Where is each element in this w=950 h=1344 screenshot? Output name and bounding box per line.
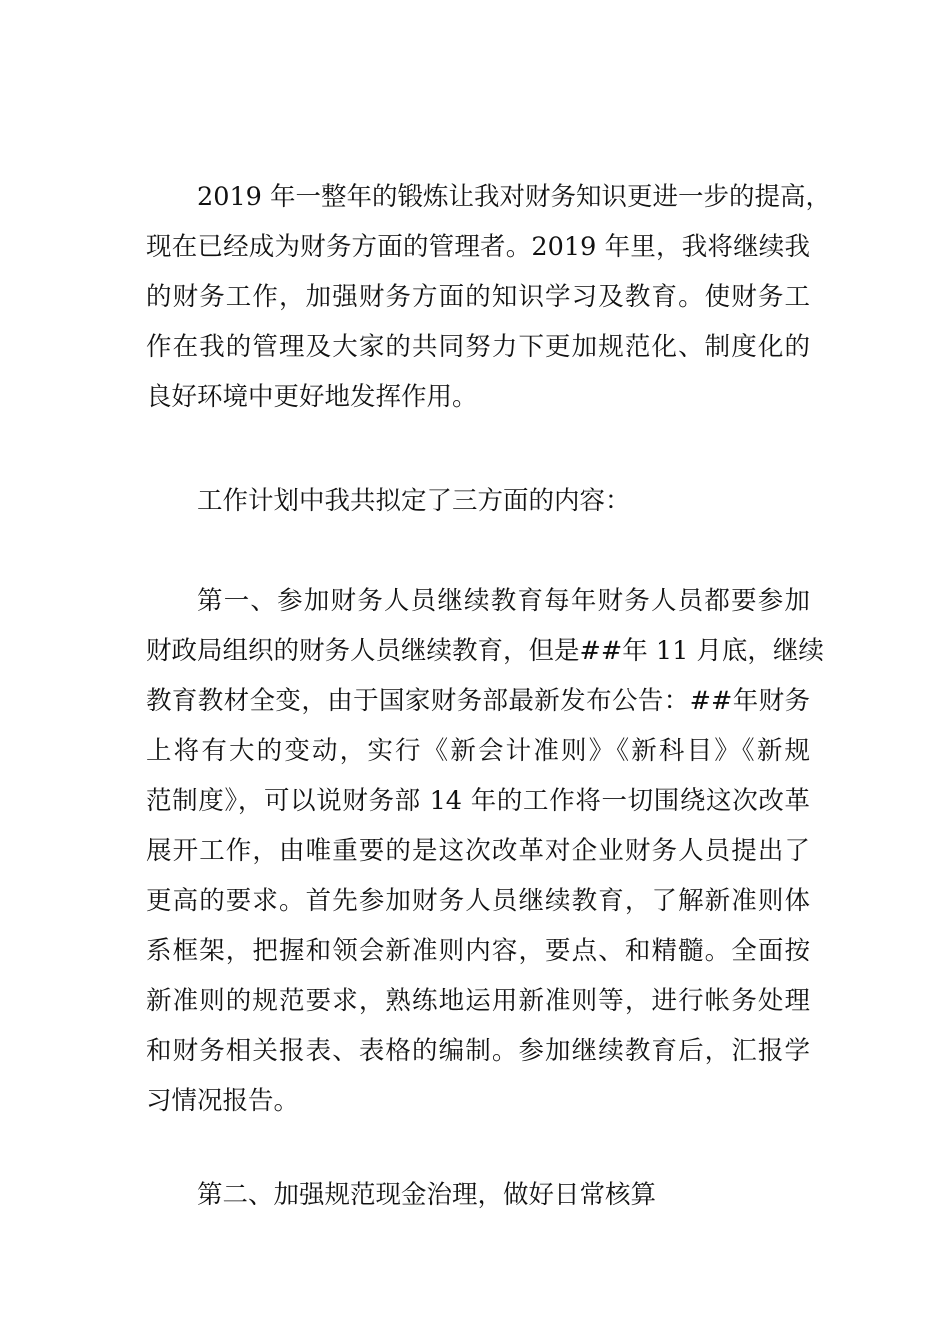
paragraph-annual-review <box>146 172 832 422</box>
text-line: 更高的要求。首先参加财务人员继续教育，了解新准则体 <box>146 886 810 916</box>
text-line: 的财务工作，加强财务方面的知识学习及教育。使财务工 <box>146 282 810 312</box>
text-line: 第一、参加财务人员继续教育每年财务人员都要参加 <box>197 586 810 616</box>
text-line: 第二、加强规范现金治理，做好日常核算 <box>197 1180 657 1210</box>
text-line: 工作计划中我共拟定了三方面的内容： <box>197 486 631 516</box>
paragraph-point-one <box>146 576 824 1126</box>
text-line: 教育教材全变，由于国家财务部最新发布公告：##年财务 <box>146 686 810 716</box>
text-line: 展开工作，由唯重要的是这次改革对企业财务人员提出了 <box>146 836 810 866</box>
paragraph-plan-intro <box>146 476 810 526</box>
text-line: 上将有大的变动，实行《新会计准则》《新科目》《新规 <box>146 736 810 766</box>
text-line: 习情况报告。 <box>146 1086 300 1116</box>
text-line: 良好环境中更好地发挥作用。 <box>146 382 478 412</box>
text-line: 新准则的规范要求，熟练地运用新准则等，进行帐务处理 <box>146 986 810 1016</box>
text-line: 财政局组织的财务人员继续教育，但是##年 11 月底，继续 <box>146 636 824 666</box>
text-line: 范制度》，可以说财务部 14 年的工作将一切围绕这次改革 <box>146 786 810 816</box>
text-line: 和财务相关报表、表格的编制。参加继续教育后，汇报学 <box>146 1036 810 1066</box>
text-line: 2019 年一整年的锻炼让我对财务知识更进一步的提高， <box>197 182 832 212</box>
text-line: 系框架，把握和领会新准则内容，要点、和精髓。全面按 <box>146 936 810 966</box>
text-line: 作在我的管理及大家的共同努力下更加规范化、制度化的 <box>146 332 810 362</box>
paragraph-point-two-heading <box>146 1170 810 1220</box>
text-line: 现在已经成为财务方面的管理者。2019 年里，我将继续我 <box>146 232 810 262</box>
